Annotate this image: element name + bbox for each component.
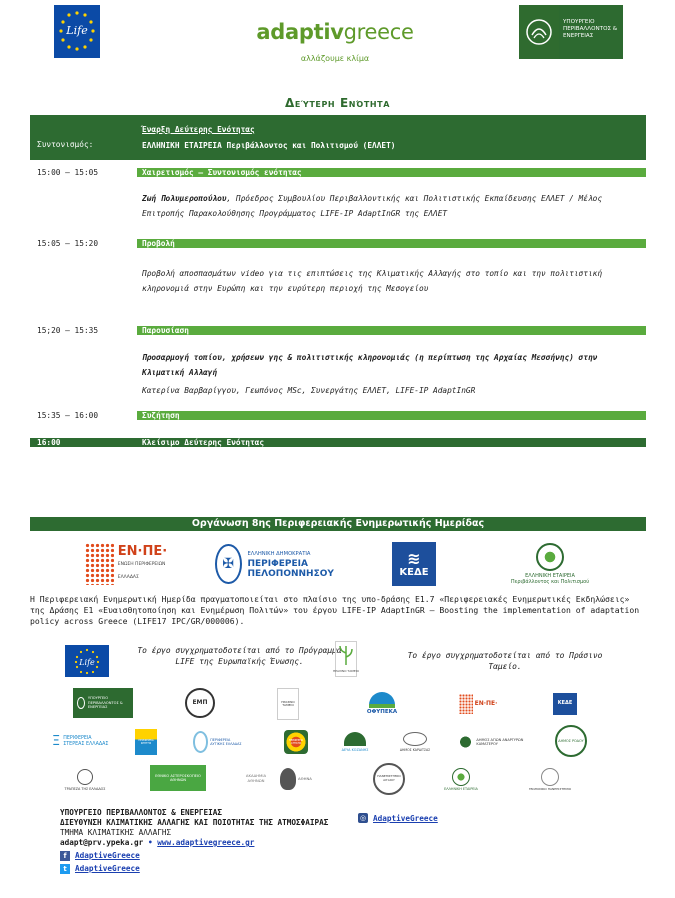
brand-tagline: αλλάζουμε κλίμα	[300, 54, 370, 63]
partner-logo-sterea: Ξ ΠΕΡΙΦΕΡΕΙΑ ΣΤΕΡΕΑΣ ΕΛΛΑΔΑΣ	[52, 734, 109, 750]
twitter-link[interactable]: AdaptiveGreece	[75, 864, 140, 873]
partner-logo-agioi-anargyroi: ΔΗΜΟΣ ΑΓΙΩΝ ΑΝΑΡΓΥΡΩΝ ΚΑΜΑΤΕΡΟΥ	[458, 727, 530, 757]
facebook-link[interactable]: AdaptiveGreece	[75, 851, 140, 860]
enpe-logo: ΕΝ·ΠΕ· ΕΝΩΣΗ ΠΕΡΙΦΕΡΕΙΩΝ ΕΛΛΑΔΑΣ	[85, 539, 185, 589]
partner-logo-kede: ΚΕΔΕ	[553, 693, 577, 715]
presentation-title: Προσαρμογή τοπίου, χρήσεων γης & πολιτιστικής κληρονομιάς (η περίπτωση της Αρχαίας Μεσσήνης) στην Κλιματική Αλλαγή	[142, 353, 598, 377]
footer-ministry: ΥΠΟΥΡΓΕΙΟ ΠΕΡΙΒΑΛΛΟΝΤΟΣ & ΕΝΕΡΓΕΙΑΣ	[60, 808, 222, 817]
kede-swoosh-icon: ≋	[407, 548, 421, 568]
time-slot: 15:05 – 15:20	[30, 239, 137, 248]
coordination-label: Συντονισμός:	[37, 140, 94, 149]
brand-name: adaptivgreece	[256, 20, 414, 44]
partner-logo-ofypeka: ΟΦΥΠΕΚΑ	[358, 687, 406, 721]
time-slot: 15:00 – 15:05	[30, 168, 137, 177]
green-fund-text: Το έργο συγχρηματοδοτείται από το Πράσινο Ταμείο.	[407, 651, 603, 671]
green-fund-icon	[332, 643, 360, 675]
partner-logo-aegean: ΠΑΝΕΠΙΣΤΗΜΙΟ ΑΙΓΑΙΟΥ	[373, 763, 405, 795]
eu-life-logo-small	[65, 645, 109, 677]
eu-life-logo	[54, 5, 100, 58]
session-title: Κλείσιμο Δεύτερης Ενότητας	[137, 438, 646, 447]
ministry-name: ΥΠΟΥΡΓΕΙΟ ΠΕΡΙΒΑΛΛΟΝΤΟΣ & ΕΝΕΡΓΕΙΑΣ	[559, 5, 623, 59]
twitter-row	[60, 864, 360, 874]
schedule-header-row	[30, 115, 646, 160]
partner-logo-rhodes: ΔΗΜΟΣ ΡΟΔΟΥ	[555, 725, 587, 757]
schedule-row	[30, 231, 646, 256]
organisers-title: Οργάνωση 8ης Περιφερειακής Ενημερωτικής Ημερίδας	[30, 517, 646, 531]
schedule-row-closing	[30, 430, 646, 455]
ellet-logo: ΕΛΛΗΝΙΚΗ ΕΤΑΙΡΕΙΑ Περιβάλλοντος και Πολιτισμού	[510, 539, 590, 589]
section-title: Δεύτερη Ενότητα	[284, 96, 391, 110]
life-logo-text: Life	[66, 24, 88, 37]
partner-logo-attica: ΠΕΡΙΦΕΡΕΙΑ ΑΤΤΙΚΗΣ	[284, 730, 308, 754]
ministry-logo	[519, 5, 623, 59]
facebook-icon: f	[60, 851, 70, 861]
partner-logo-ellet: ΕΛΛΗΝΙΚΗ ΕΤΑΙΡΕΙΑ	[438, 763, 484, 795]
partner-logo-western-greece: ΠΕΡΙΦΕΡΕΙΑ ΔΥΤΙΚΗΣ ΕΛΛΑΔΑΣ	[193, 727, 243, 757]
footer-directorate: ΔΙΕΥΘΥΝΣΗ ΚΛΙΜΑΤΙΚΗΣ ΑΛΛΑΓΗΣ ΚΑΙ ΠΟΙΟΤΗΤΑΣ ΤΗΣ ΑΤΜΟΣΦΑΙΡΑΣ	[60, 818, 329, 827]
partner-logo-ntua: ΕΜΠ	[185, 688, 215, 718]
section-opening: Έναρξη Δεύτερης Ενότητας	[142, 125, 255, 134]
partner-logo-noa: ΕΘΝΙΚΟ ΑΣΤΕΡΟΣΚΟΠΕΙΟ ΑΘΗΝΩΝ	[150, 765, 206, 791]
footer-links	[60, 838, 360, 848]
schedule-table	[30, 115, 646, 455]
facebook-row	[60, 851, 360, 861]
greece-map-icon	[85, 543, 114, 585]
session-title: Συζήτηση	[137, 411, 646, 420]
adaptivgreece-brand	[210, 20, 460, 63]
ellet-emblem-icon	[536, 543, 564, 571]
session-detail: Ζωή Πολυμεροπούλου, Πρόεδρος Συμβουλίου Περιβαλλοντικής και Πολιτιστικής Εκπαίδευσης ΕΛΛΕΤ / Μέλος Επιτροπής Παρακολούθησης Προγράμματος LIFE-IP AdaptInGR της ΕΛΛΕΤ	[142, 194, 603, 218]
instagram-link[interactable]: AdaptiveGreece	[373, 813, 438, 823]
schedule-row	[30, 403, 646, 428]
session-title: Παρουσίαση	[137, 326, 646, 335]
green-fund-logo	[332, 641, 360, 677]
speaker-name: Ζωή Πολυμεροπούλου	[142, 194, 227, 203]
session-detail-row	[30, 343, 646, 403]
partner-logos	[0, 685, 675, 795]
coordinator-organisation: ΕΛΛΗΝΙΚΗ ΕΤΑΙΡΕΙΑ Περιβάλλοντος και Πολιτισμού (ΕΛΛΕΤ)	[142, 141, 396, 150]
time-slot: 15:35 – 16:00	[30, 411, 137, 420]
footer-department: ΤΜΗΜΑ ΚΛΙΜΑΤΙΚΗΣ ΑΛΛΑΓΗΣ	[60, 828, 172, 837]
footer-email: adapt@prv.ypeka.gr	[60, 838, 144, 847]
partner-logo-deya-kozanis: ΔΕΥΑ ΚΟΖΑΝΗΣ	[340, 727, 370, 757]
svg-text:ΠΡΑΣΙΝΟ ΤΑΜΕΙΟ: ΠΡΑΣΙΝΟ ΤΑΜΕΙΟ	[332, 669, 360, 673]
life-logo-text: Life	[79, 658, 95, 667]
session-detail	[137, 343, 646, 403]
session-title: Χαιρετισμός – Συντονισμός ενότητας	[137, 168, 646, 177]
schedule-row	[30, 318, 646, 343]
session-detail: Προβολή αποσπασμάτων video για τις επιπτώσεις της Κλιματικής Αλλαγής στο τοπίο και την πολιτιστική κληρονομιά στην Ευρώπη και την ευρύτερη περιοχή της Μεσογείου	[142, 269, 603, 293]
organiser-logos	[0, 537, 675, 589]
eu-stars-icon	[65, 645, 109, 677]
session-detail-row	[30, 185, 646, 229]
greek-emblem-icon: ✠	[215, 544, 242, 584]
footer-separator: •	[147, 838, 153, 847]
twitter-icon: t	[60, 864, 70, 874]
partner-logo-bank-of-greece: ΤΡΑΠΕΖΑ ΤΗΣ ΕΛΛΑΔΟΣ	[62, 765, 108, 795]
ministry-mark-icon	[519, 5, 559, 59]
presenter: Κατερίνα Βαρβαρίγγου, Γεωπόνος MSc, Συνεργάτης ΕΛΛΕΤ, LIFE-IP AdaptInGR	[142, 386, 476, 395]
partner-logo-academy: ΑΚΑΔΗΜΙΑ ΑΘΗΝΩΝ	[245, 772, 267, 783]
session-title: Προβολή	[137, 239, 646, 248]
time-slot: 15;20 – 15:35	[30, 326, 137, 335]
event-description: Η Περιφερειακή Ενημερωτική Ημερίδα πραγματοποιείται στο πλαίσιο της υπο-δράσης Ε1.7 «Περιφερειακές Ενημερωτικές Εκδηλώσεις» της Δράσης Ε1 «Ευαισθητοποίηση και Ενημέρωση Πολιτών» του έργου LIFE-IP AdaptInGR – Boosting the implementation of adaptation policy across Greece (LIFE17 IPC/GR/000006).	[30, 594, 640, 626]
eu-funding-text: Το έργο συγχρηματοδοτείται από το Πρόγραμμα LIFE της Ευρωπαϊκής Ένωσης.	[137, 646, 342, 666]
footer-contact	[60, 808, 360, 874]
partner-logo-green-fund: ΠΡΑΣΙΝΟ ΤΑΜΕΙΟ	[277, 688, 299, 720]
partner-logo-aua: ΓΕΩΠΟΝΙΚΟ ΠΑΝΕΠΙΣΤΗΜΙΟ	[522, 763, 578, 795]
instagram-row	[358, 813, 438, 823]
peloponnese-region-logo: ✠ ΕΛΛΗΝΙΚΗ ΔΗΜΟΚΡΑΤΙΑ ΠΕΡΙΦΕΡΕΙΑ ΠΕΛΟΠΟΝΝΗΣΟΥ	[215, 541, 360, 587]
coordination-content	[137, 115, 646, 160]
partner-logo-karditsa: ΔΗΜΟΣ ΚΑΡΔΙΤΣΑΣ	[395, 727, 435, 757]
partner-logo-enpe: ΕΝ·ΠΕ·	[456, 691, 500, 717]
partner-logo-athena: ΑΘΗΝΑ	[280, 765, 324, 793]
session-detail-row	[30, 256, 646, 318]
time-slot: 16:00	[30, 438, 137, 447]
schedule-row	[30, 160, 646, 185]
instagram-icon: ◎	[359, 814, 367, 822]
partner-logo-ministry: ΥΠΟΥΡΓΕΙΟ ΠΕΡΙΒΑΛΛΟΝΤΟΣ & ΕΝΕΡΓΕΙΑΣ	[73, 688, 133, 718]
website-link[interactable]: www.adaptivegreece.gr	[157, 838, 255, 847]
partner-logo-crete: ΠΕΡΙΦΕΡΕΙΑ ΚΡΗΤΗΣ	[135, 729, 157, 755]
kede-logo: ≋ ΚΕΔΕ	[392, 542, 436, 586]
eu-stars-icon	[54, 5, 100, 58]
